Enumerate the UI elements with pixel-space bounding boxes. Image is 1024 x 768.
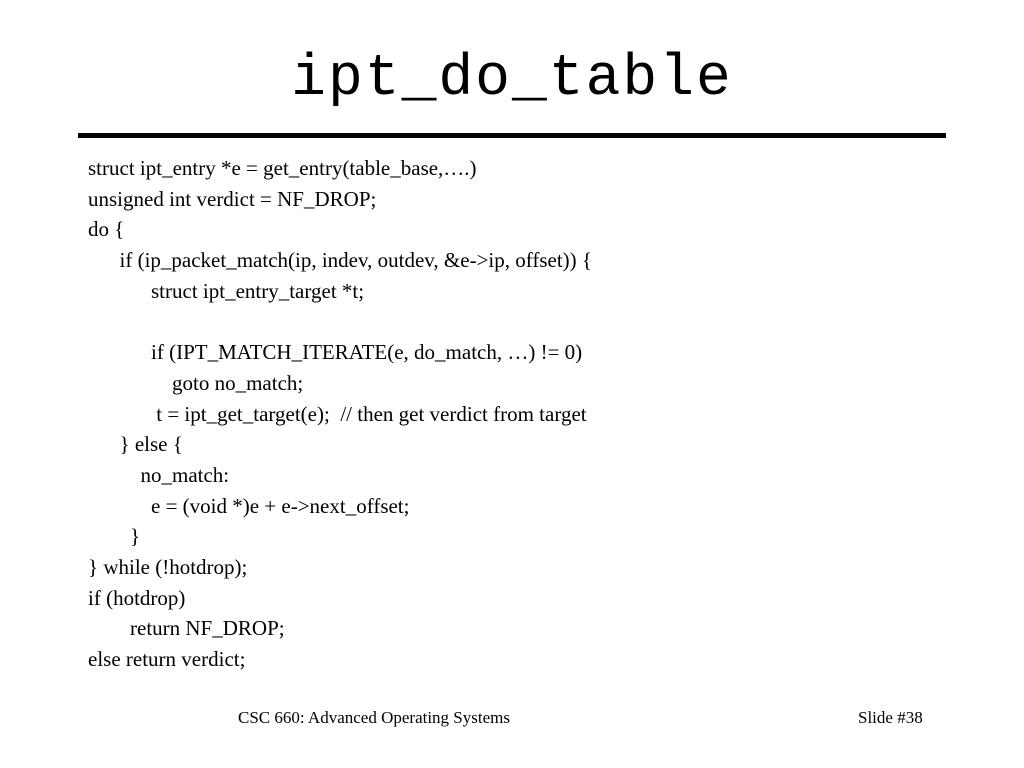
code-line-10: } else { xyxy=(88,432,183,457)
code-line-16: return NF_DROP; xyxy=(88,616,285,641)
code-line-6 xyxy=(88,306,948,337)
code-line-2: unsigned int verdict = NF_DROP; xyxy=(88,186,377,211)
code-line-14: } while (!hotdrop); xyxy=(88,554,248,579)
slide-title: ipt_do_table xyxy=(291,47,733,112)
code-line-11: no_match: xyxy=(88,462,230,487)
title-divider xyxy=(78,133,946,138)
code-line-8: goto no_match; xyxy=(88,370,304,395)
code-line-1: struct ipt_entry *e = get_entry(table_base,….) xyxy=(88,156,477,180)
code-line-15: if (hotdrop) xyxy=(88,585,186,610)
code-line-4: if (ip_packet_match(ip, indev, outdev, &e->ip, offset)) { xyxy=(88,248,592,273)
code-line-13: } xyxy=(88,524,141,549)
code-line-9: t = ipt_get_target(e); // then get verdict from target xyxy=(88,401,587,426)
code-listing xyxy=(88,153,948,675)
code-line-5: struct ipt_entry_target *t; xyxy=(88,278,365,303)
footer-course-title: CSC 660: Advanced Operating Systems xyxy=(238,708,510,727)
code-line-3: do { xyxy=(88,217,125,242)
code-line-17: else return verdict; xyxy=(88,647,246,671)
code-line-7: if (IPT_MATCH_ITERATE(e, do_match, …) != 0) xyxy=(88,340,583,365)
code-line-12: e = (void *)e + e->next_offset; xyxy=(88,493,410,518)
footer-slide-number: Slide #38 xyxy=(858,708,923,727)
